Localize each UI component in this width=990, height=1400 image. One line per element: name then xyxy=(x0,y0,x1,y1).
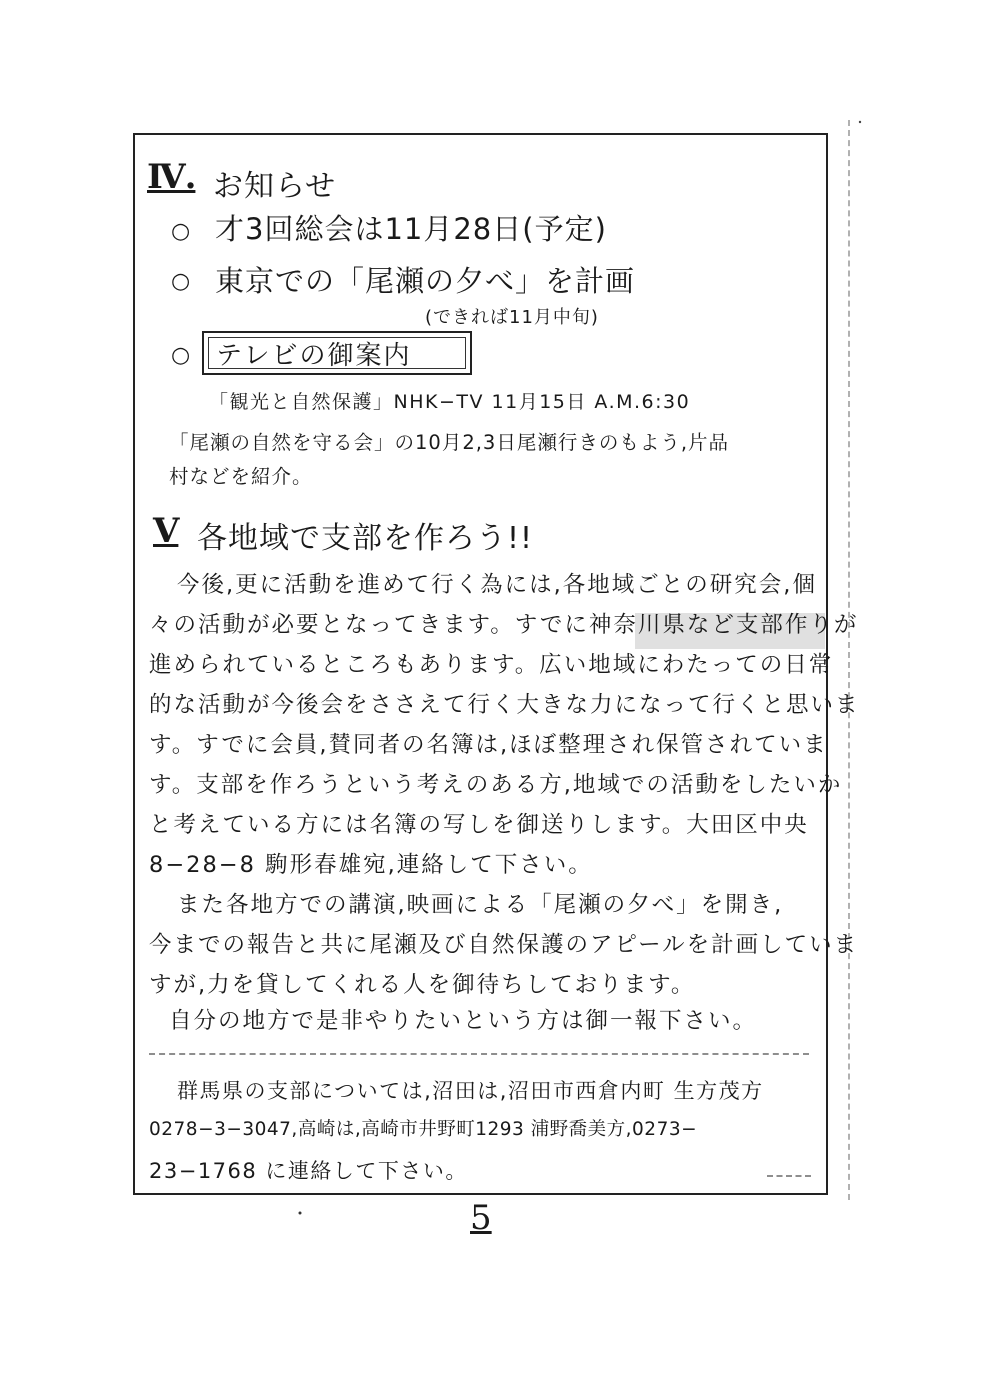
para1-line: 的な活動が今後会をささえて行く大きな力になって行くと思いま xyxy=(149,692,860,718)
page-number: 5 xyxy=(470,1198,492,1238)
tv-guide-box xyxy=(202,331,472,375)
notice-frame xyxy=(133,133,860,1195)
section-5-title: 各地域で支部を作ろう!! xyxy=(197,521,534,556)
para1-line: と考えている方には名簿の写しを御送りします。大田区中央 xyxy=(149,812,809,838)
tv-description-1: 「尾瀬の自然を守る会」の10月2,3日尾瀬行きのもよう,片品 xyxy=(169,431,730,454)
para1-line: す。すでに会員,賛同者の名簿は,ほぼ整理され保管されていま xyxy=(149,732,828,758)
tv-description-2: 村などを紹介。 xyxy=(169,465,313,488)
bullet-circle-icon: ○ xyxy=(171,343,191,368)
tv-guide-label: テレビの御案内 xyxy=(216,341,412,371)
para2-line: また各地方での講演,映画による「尾瀬の夕べ」を開き, xyxy=(177,892,784,918)
notice-tokyo-event-note: (できれば11月中旬) xyxy=(425,307,599,328)
notice-tokyo-event: 東京での「尾瀬の夕べ」を計画 xyxy=(215,264,636,298)
end-mark xyxy=(767,1175,811,1177)
para2-line: すが,力を貸してくれる人を御待ちしております。 xyxy=(149,972,696,998)
para3-line: 0278−3−3047,高崎は,高崎市井野町1293 浦野喬美方,0273− xyxy=(149,1119,698,1140)
para3-line: 群馬県の支部については,沼田は,沼田市西倉内町 生方茂方 xyxy=(177,1079,764,1103)
para2-line: 自分の地方で是非やりたいという方は御一報下さい。 xyxy=(169,1008,758,1034)
section-4-title: お知らせ xyxy=(213,169,337,204)
para1-line: 進められているところもあります。広い地域にわたっての日常 xyxy=(149,652,834,678)
bullet-circle-icon: ○ xyxy=(171,219,191,244)
para3-line: 23−1768 に連絡して下さい。 xyxy=(149,1159,468,1183)
section-4-number: Ⅳ. xyxy=(147,157,196,197)
para1-line: す。支部を作ろうという考えのある方,地域での活動をしたいか xyxy=(149,772,843,798)
section-5-number: Ⅴ xyxy=(153,511,179,551)
separator-line xyxy=(149,1053,809,1055)
bullet-circle-icon: ○ xyxy=(171,269,191,294)
para2-line: 今までの報告と共に尾瀬及び自然保護のアピールを計画していま xyxy=(149,932,859,958)
para1-line: 8−28−8 駒形春雄宛,連絡して下さい。 xyxy=(149,852,593,878)
page-edge-mark xyxy=(848,120,858,1200)
notice-general-meeting: 才3回総会は11月28日(予定) xyxy=(215,212,607,246)
tv-program-line: 「観光と自然保護」NHK−TV 11月15日 A.M.6:30 xyxy=(209,391,691,413)
para1-line: 々の活動が必要となってきます。すでに神奈川県など支部作りが xyxy=(149,612,859,638)
para1-line: 今後,更に活動を進めて行く為には,各地域ごとの研究会,個 xyxy=(177,572,817,598)
